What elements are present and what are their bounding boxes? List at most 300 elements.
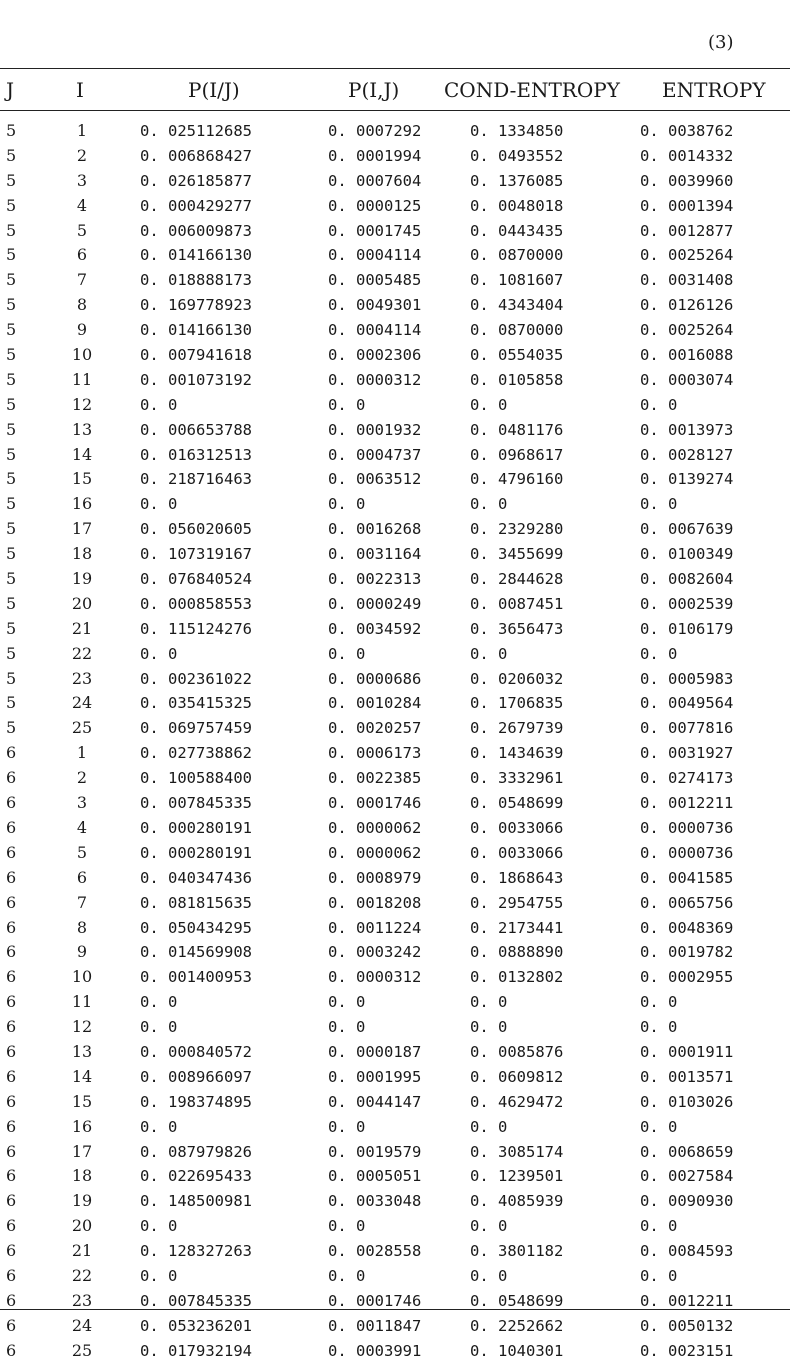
cell-cond-entropy: 0. 3085174 [470, 1142, 564, 1161]
cell-entropy: 0. 0 [640, 1117, 678, 1136]
cell-entropy: 0. 0013973 [640, 420, 734, 439]
cell-p-cond: 0. 050434295 [140, 918, 252, 937]
cell-i: 5 [76, 842, 88, 862]
cell-i: 22 [71, 643, 93, 663]
cell-p-joint: 0. 0033048 [328, 1192, 422, 1211]
table-row [0, 420, 790, 445]
cell-p-cond: 0. 0 [140, 495, 178, 514]
cell-entropy: 0. 0014332 [640, 146, 734, 165]
cell-p-joint: 0. 0004114 [328, 246, 422, 265]
cell-cond-entropy: 0. 2329280 [470, 520, 564, 539]
cell-entropy: 0. 0002955 [640, 968, 734, 987]
table-row [0, 395, 790, 420]
cell-i: 6 [76, 245, 88, 265]
cell-cond-entropy: 0. 0888890 [470, 943, 564, 962]
cell-p-cond: 0. 014569908 [140, 943, 252, 962]
cell-i: 8 [76, 295, 88, 315]
cell-p-joint: 0. 0004114 [328, 321, 422, 340]
cell-p-cond: 0. 000858553 [140, 594, 252, 613]
cell-entropy: 0. 0126126 [640, 296, 734, 315]
cell-p-joint: 0. 0003242 [328, 943, 422, 962]
table-row [0, 469, 790, 494]
cell-j: 6 [6, 793, 17, 813]
cell-p-joint: 0. 0001745 [328, 221, 422, 240]
cell-i: 10 [71, 345, 93, 365]
cell-j: 6 [6, 917, 17, 937]
cell-j: 5 [6, 220, 17, 240]
cell-entropy: 0. 0012211 [640, 1291, 734, 1310]
table-row [0, 270, 790, 295]
cell-entropy: 0. 0065756 [640, 893, 734, 912]
cell-p-cond: 0. 128327263 [140, 1242, 252, 1261]
cell-p-cond: 0. 081815635 [140, 893, 252, 912]
cell-cond-entropy: 0. 0548699 [470, 1291, 564, 1310]
cell-p-cond: 0. 0 [140, 1117, 178, 1136]
cell-p-cond: 0. 115124276 [140, 619, 252, 638]
cell-p-cond: 0. 002361022 [140, 669, 252, 688]
cell-cond-entropy: 0. 1239501 [470, 1167, 564, 1186]
cell-j: 5 [6, 643, 17, 663]
cell-p-joint: 0. 0 [328, 1266, 366, 1285]
cell-p-joint: 0. 0001995 [328, 1067, 422, 1086]
cell-i: 19 [71, 1191, 93, 1211]
header-cond-entropy: COND-ENTROPY [444, 78, 620, 102]
table-row [0, 818, 790, 843]
cell-p-cond: 0. 027738862 [140, 744, 252, 763]
cell-p-cond: 0. 100588400 [140, 769, 252, 788]
cell-p-cond: 0. 006653788 [140, 420, 252, 439]
cell-j: 5 [6, 320, 17, 340]
cell-j: 5 [6, 345, 17, 365]
cell-j: 6 [6, 1265, 17, 1285]
cell-cond-entropy: 0. 0554035 [470, 346, 564, 365]
table-row [0, 1142, 790, 1167]
cell-cond-entropy: 0. 0 [470, 644, 508, 663]
cell-cond-entropy: 0. 4629472 [470, 1092, 564, 1111]
cell-i: 1 [76, 121, 88, 140]
header-p-cond: P(I/J) [188, 78, 240, 102]
cell-j: 5 [6, 593, 17, 613]
cell-i: 20 [71, 593, 93, 613]
cell-i: 13 [71, 1041, 93, 1061]
cell-entropy: 0. 0000736 [640, 818, 734, 837]
cell-p-joint: 0. 0001932 [328, 420, 422, 439]
cell-p-joint: 0. 0 [328, 993, 366, 1012]
cell-cond-entropy: 0. 0033066 [470, 818, 564, 837]
cell-p-joint: 0. 0005485 [328, 271, 422, 290]
cell-j: 5 [6, 693, 17, 713]
cell-p-cond: 0. 0 [140, 1217, 178, 1236]
cell-p-cond: 0. 148500981 [140, 1192, 252, 1211]
cell-p-joint: 0. 0000062 [328, 818, 422, 837]
cell-j: 6 [6, 967, 17, 987]
cell-p-joint: 0. 0 [328, 1018, 366, 1037]
cell-cond-entropy: 0. 3332961 [470, 769, 564, 788]
cell-entropy: 0. 0031927 [640, 744, 734, 763]
cell-p-cond: 0. 014166130 [140, 246, 252, 265]
cell-p-joint: 0. 0008979 [328, 868, 422, 887]
cell-j: 5 [6, 569, 17, 589]
cell-entropy: 0. 0049564 [640, 694, 734, 713]
cell-i: 11 [71, 992, 93, 1012]
cell-p-cond: 0. 017932194 [140, 1341, 252, 1360]
cell-i: 2 [76, 145, 88, 165]
cell-entropy: 0. 0038762 [640, 122, 734, 140]
cell-p-joint: 0. 0 [328, 495, 366, 514]
table-row [0, 992, 790, 1017]
cell-cond-entropy: 0. 4343404 [470, 296, 564, 315]
cell-p-cond: 0. 025112685 [140, 122, 252, 140]
cell-entropy: 0. 0082604 [640, 570, 734, 589]
cell-j: 5 [6, 419, 17, 439]
cell-entropy: 0. 0000736 [640, 843, 734, 862]
cell-p-joint: 0. 0000187 [328, 1042, 422, 1061]
table-row [0, 942, 790, 967]
cell-cond-entropy: 0. 0870000 [470, 321, 564, 340]
table-row [0, 1017, 790, 1042]
cell-j: 5 [6, 544, 17, 564]
cell-p-joint: 0. 0018208 [328, 893, 422, 912]
table-row [0, 1341, 790, 1366]
cell-p-cond: 0. 006009873 [140, 221, 252, 240]
cell-p-joint: 0. 0010284 [328, 694, 422, 713]
cell-i: 15 [71, 1091, 93, 1111]
cell-cond-entropy: 0. 1868643 [470, 868, 564, 887]
cell-j: 6 [6, 1091, 17, 1111]
cell-cond-entropy: 0. 0105858 [470, 370, 564, 389]
cell-cond-entropy: 0. 0443435 [470, 221, 564, 240]
cell-cond-entropy: 0. 0870000 [470, 246, 564, 265]
cell-j: 6 [6, 892, 17, 912]
cell-i: 24 [71, 693, 93, 713]
cell-i: 22 [71, 1265, 93, 1285]
cell-p-cond: 0. 026185877 [140, 171, 252, 190]
cell-i: 23 [71, 668, 93, 688]
cell-entropy: 0. 0 [640, 395, 678, 414]
table-row [0, 345, 790, 370]
cell-p-joint: 0. 0000312 [328, 968, 422, 987]
cell-p-joint: 0. 0022313 [328, 570, 422, 589]
cell-cond-entropy: 0. 1081607 [470, 271, 564, 290]
cell-j: 5 [6, 494, 17, 514]
cell-cond-entropy: 0. 2844628 [470, 570, 564, 589]
cell-p-joint: 0. 0001746 [328, 794, 422, 813]
cell-p-cond: 0. 040347436 [140, 868, 252, 887]
cell-entropy: 0. 0 [640, 1217, 678, 1236]
cell-entropy: 0. 0 [640, 1266, 678, 1285]
cell-entropy: 0. 0041585 [640, 868, 734, 887]
cell-j: 5 [6, 519, 17, 539]
cell-i: 11 [71, 369, 93, 389]
cell-i: 24 [71, 1315, 93, 1335]
cell-i: 16 [71, 494, 93, 514]
header-p-joint: P(I,J) [348, 78, 400, 102]
cell-j: 6 [6, 1017, 17, 1037]
cell-entropy: 0. 0103026 [640, 1092, 734, 1111]
cell-cond-entropy: 0. 0 [470, 993, 508, 1012]
cell-p-cond: 0. 035415325 [140, 694, 252, 713]
cell-i: 7 [76, 270, 88, 290]
cell-cond-entropy: 0. 0 [470, 1266, 508, 1285]
cell-i: 18 [71, 1166, 93, 1186]
cell-entropy: 0. 0039960 [640, 171, 734, 190]
cell-p-joint: 0. 0011224 [328, 918, 422, 937]
table-row [0, 718, 790, 743]
cell-j: 5 [6, 170, 17, 190]
cell-p-cond: 0. 218716463 [140, 470, 252, 489]
cell-p-cond: 0. 0 [140, 993, 178, 1012]
cell-cond-entropy: 0. 0 [470, 1117, 508, 1136]
cell-cond-entropy: 0. 1706835 [470, 694, 564, 713]
cell-entropy: 0. 0027584 [640, 1167, 734, 1186]
table-row [0, 1291, 790, 1316]
table-row [0, 1316, 790, 1341]
cell-j: 5 [6, 195, 17, 215]
cell-p-cond: 0. 008966097 [140, 1067, 252, 1086]
cell-cond-entropy: 0. 0548699 [470, 794, 564, 813]
cell-cond-entropy: 0. 0968617 [470, 445, 564, 464]
cell-p-cond: 0. 107319167 [140, 545, 252, 564]
cell-p-cond: 0. 0 [140, 644, 178, 663]
cell-cond-entropy: 0. 3455699 [470, 545, 564, 564]
cell-j: 6 [6, 817, 17, 837]
cell-p-cond: 0. 001400953 [140, 968, 252, 987]
cell-j: 5 [6, 245, 17, 265]
cell-entropy: 0. 0028127 [640, 445, 734, 464]
cell-j: 5 [6, 444, 17, 464]
cell-j: 5 [6, 718, 17, 738]
cell-p-joint: 0. 0 [328, 644, 366, 663]
cell-i: 14 [71, 444, 93, 464]
cell-i: 16 [71, 1116, 93, 1136]
cell-cond-entropy: 0. 0 [470, 1018, 508, 1037]
cell-i: 12 [71, 394, 93, 414]
cell-entropy: 0. 0068659 [640, 1142, 734, 1161]
cell-i: 5 [76, 220, 88, 240]
cell-p-cond: 0. 007941618 [140, 346, 252, 365]
cell-entropy: 0. 0016088 [640, 346, 734, 365]
cell-p-joint: 0. 0000125 [328, 196, 422, 215]
cell-cond-entropy: 0. 0 [470, 495, 508, 514]
cell-entropy: 0. 0025264 [640, 321, 734, 340]
cell-p-joint: 0. 0001746 [328, 1291, 422, 1310]
cell-entropy: 0. 0 [640, 993, 678, 1012]
table-row [0, 171, 790, 196]
cell-entropy: 0. 0003074 [640, 370, 734, 389]
cell-i: 18 [71, 544, 93, 564]
table-row [0, 793, 790, 818]
cell-p-cond: 0. 014166130 [140, 321, 252, 340]
table-row [0, 370, 790, 395]
cell-cond-entropy: 0. 2252662 [470, 1316, 564, 1335]
cell-entropy: 0. 0090930 [640, 1192, 734, 1211]
cell-p-cond: 0. 076840524 [140, 570, 252, 589]
cell-p-joint: 0. 0 [328, 395, 366, 414]
cell-p-cond: 0. 000840572 [140, 1042, 252, 1061]
table-row [0, 569, 790, 594]
header-entropy: ENTROPY [662, 78, 766, 102]
cell-p-joint: 0. 0007604 [328, 171, 422, 190]
cell-entropy: 0. 0023151 [640, 1341, 734, 1360]
cell-cond-entropy: 0. 0 [470, 395, 508, 414]
table-row [0, 743, 790, 768]
table-row [0, 295, 790, 320]
cell-p-cond: 0. 0 [140, 1018, 178, 1037]
cell-p-joint: 0. 0 [328, 1117, 366, 1136]
cell-cond-entropy: 0. 2173441 [470, 918, 564, 937]
cell-j: 6 [6, 1290, 17, 1310]
cell-j: 5 [6, 394, 17, 414]
cell-p-joint: 0. 0000686 [328, 669, 422, 688]
cell-i: 9 [76, 942, 88, 962]
table-row [0, 693, 790, 718]
cell-cond-entropy: 0. 0493552 [470, 146, 564, 165]
cell-i: 2 [76, 768, 88, 788]
cell-j: 6 [6, 1041, 17, 1061]
cell-p-joint: 0. 0049301 [328, 296, 422, 315]
cell-i: 9 [76, 320, 88, 340]
cell-p-joint: 0. 0000062 [328, 843, 422, 862]
cell-i: 6 [76, 867, 88, 887]
cell-entropy: 0. 0025264 [640, 246, 734, 265]
table-row [0, 1067, 790, 1092]
cell-entropy: 0. 0067639 [640, 520, 734, 539]
cell-j: 6 [6, 1191, 17, 1211]
cell-i: 23 [71, 1290, 93, 1310]
cell-i: 3 [76, 793, 88, 813]
cell-entropy: 0. 0106179 [640, 619, 734, 638]
cell-j: 5 [6, 369, 17, 389]
cell-entropy: 0. 0274173 [640, 769, 734, 788]
cell-i: 12 [71, 1017, 93, 1037]
cell-p-joint: 0. 0020257 [328, 719, 422, 738]
cell-entropy: 0. 0002539 [640, 594, 734, 613]
cell-cond-entropy: 0. 1334850 [470, 122, 564, 140]
cell-j: 6 [6, 1141, 17, 1161]
cell-entropy: 0. 0077816 [640, 719, 734, 738]
cell-j: 6 [6, 1315, 17, 1335]
cell-entropy: 0. 0013571 [640, 1067, 734, 1086]
cell-p-cond: 0. 018888173 [140, 271, 252, 290]
cell-p-joint: 0. 0028558 [328, 1242, 422, 1261]
cell-j: 5 [6, 145, 17, 165]
cell-p-joint: 0. 0005051 [328, 1167, 422, 1186]
table-bottom-rule [0, 1309, 790, 1310]
cell-i: 15 [71, 469, 93, 489]
cell-p-cond: 0. 016312513 [140, 445, 252, 464]
table-row [0, 1241, 790, 1266]
cell-p-joint: 0. 0016268 [328, 520, 422, 539]
cell-p-cond: 0. 007845335 [140, 794, 252, 813]
cell-j: 6 [6, 1116, 17, 1136]
table-top-rule [0, 68, 790, 69]
cell-entropy: 0. 0139274 [640, 470, 734, 489]
table-row [0, 1216, 790, 1241]
table-row [0, 843, 790, 868]
cell-entropy: 0. 0012877 [640, 221, 734, 240]
cell-p-joint: 0. 0004737 [328, 445, 422, 464]
cell-p-cond: 0. 006868427 [140, 146, 252, 165]
table-row [0, 893, 790, 918]
cell-entropy: 0. 0 [640, 1018, 678, 1037]
cell-entropy: 0. 0031408 [640, 271, 734, 290]
table-row [0, 519, 790, 544]
cell-cond-entropy: 0. 0 [470, 1217, 508, 1236]
cell-cond-entropy: 0. 0206032 [470, 669, 564, 688]
cell-j: 6 [6, 1066, 17, 1086]
cell-j: 5 [6, 270, 17, 290]
table-row [0, 868, 790, 893]
cell-p-joint: 0. 0011847 [328, 1316, 422, 1335]
cell-entropy: 0. 0012211 [640, 794, 734, 813]
cell-j: 6 [6, 1166, 17, 1186]
table-row [0, 918, 790, 943]
table-row [0, 1266, 790, 1291]
table-body [0, 121, 790, 1366]
table-row [0, 445, 790, 470]
table-row [0, 1191, 790, 1216]
table-row [0, 644, 790, 669]
cell-cond-entropy: 0. 0481176 [470, 420, 564, 439]
cell-p-joint: 0. 0 [328, 1217, 366, 1236]
cell-j: 6 [6, 1340, 17, 1360]
cell-cond-entropy: 0. 0087451 [470, 594, 564, 613]
cell-i: 1 [76, 743, 88, 763]
table-row [0, 320, 790, 345]
cell-entropy: 0. 0019782 [640, 943, 734, 962]
cell-p-cond: 0. 056020605 [140, 520, 252, 539]
cell-p-joint: 0. 0044147 [328, 1092, 422, 1111]
cell-cond-entropy: 0. 1040301 [470, 1341, 564, 1360]
cell-i: 4 [76, 195, 88, 215]
cell-j: 6 [6, 743, 17, 763]
table-row [0, 544, 790, 569]
cell-cond-entropy: 0. 0609812 [470, 1067, 564, 1086]
cell-cond-entropy: 0. 3801182 [470, 1242, 564, 1261]
cell-i: 21 [71, 618, 93, 638]
cell-i: 3 [76, 170, 88, 190]
cell-cond-entropy: 0. 0033066 [470, 843, 564, 862]
cell-entropy: 0. 0050132 [640, 1316, 734, 1335]
cell-cond-entropy: 0. 4796160 [470, 470, 564, 489]
cell-i: 7 [76, 892, 88, 912]
cell-j: 6 [6, 1241, 17, 1261]
cell-entropy: 0. 0005983 [640, 669, 734, 688]
cell-p-joint: 0. 0000312 [328, 370, 422, 389]
cell-cond-entropy: 0. 0132802 [470, 968, 564, 987]
cell-entropy: 0. 0084593 [640, 1242, 734, 1261]
table-row [0, 146, 790, 171]
cell-p-cond: 0. 022695433 [140, 1167, 252, 1186]
cell-entropy: 0. 0001394 [640, 196, 734, 215]
cell-j: 5 [6, 618, 17, 638]
table-row [0, 1166, 790, 1191]
cell-i: 20 [71, 1216, 93, 1236]
cell-entropy: 0. 0 [640, 644, 678, 663]
cell-i: 14 [71, 1066, 93, 1086]
table-row [0, 245, 790, 270]
cell-p-joint: 0. 0006173 [328, 744, 422, 763]
cell-i: 8 [76, 917, 88, 937]
cell-i: 10 [71, 967, 93, 987]
table-row [0, 669, 790, 694]
cell-entropy: 0. 0048369 [640, 918, 734, 937]
table-row [0, 121, 790, 146]
cell-i: 25 [71, 1340, 93, 1360]
cell-p-joint: 0. 0019579 [328, 1142, 422, 1161]
table-row [0, 1117, 790, 1142]
header-i: I [76, 78, 84, 102]
